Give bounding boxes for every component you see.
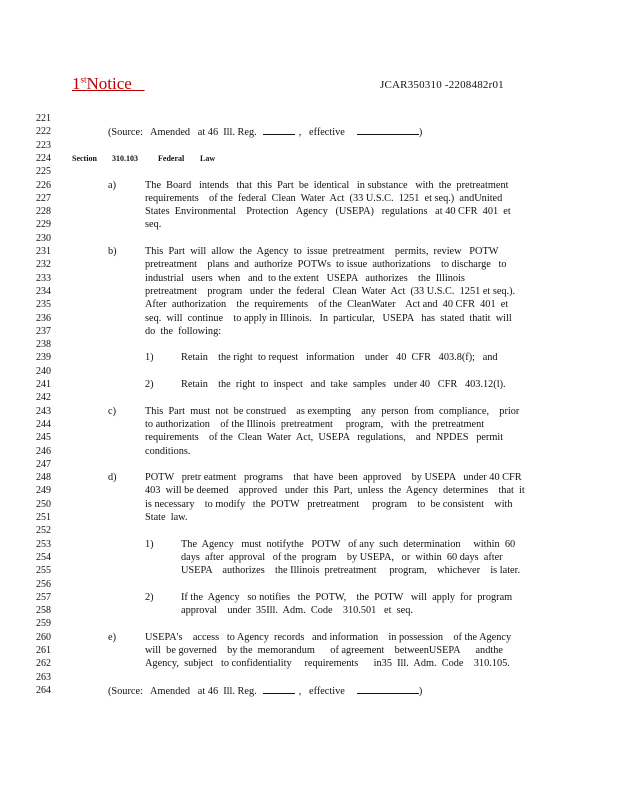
document-line — [0, 338, 618, 351]
line-number: 236 — [36, 312, 51, 324]
line-number: 234 — [36, 285, 51, 297]
line-number: 248 — [36, 472, 51, 484]
line-number: 264 — [36, 684, 51, 696]
item-label: 1) — [145, 352, 154, 364]
document-code: JCAR350310 -2208482r01 — [380, 79, 504, 91]
document-line — [0, 298, 618, 311]
document-line — [0, 139, 618, 152]
line-number: 256 — [36, 578, 51, 590]
line-text: 403 will be deemed approved under this Part, unless the Agency determines that it — [145, 485, 525, 497]
document-line — [0, 671, 618, 684]
document-line — [0, 684, 618, 697]
line-text: pretreatment program under the federal Clean Water Act (33 U.S.C. 1251 et seq.). — [145, 285, 516, 297]
document-line — [0, 205, 618, 218]
line-number: 260 — [36, 631, 51, 643]
document-line — [0, 471, 618, 484]
line-text: to authorization of the Illinois pretreatment program, with the pretreatment — [145, 418, 485, 430]
line-number: 261 — [36, 645, 51, 656]
line-number: 226 — [36, 179, 51, 191]
line-text: seq. will continue to apply in Illinois. In particular, USEPA has stated thatit will — [145, 312, 512, 324]
line-text: The Agency must notifythe POTW of any such determination within 60 — [181, 538, 516, 550]
line-text: After authorization the requirements of the CleanWater Act and 40 CFR 401 et — [145, 299, 509, 311]
section-heading-part: Federal — [158, 153, 185, 163]
notice-ordinal: st — [80, 74, 87, 85]
document-line — [0, 578, 618, 591]
document-line — [0, 458, 618, 471]
line-text: Retain the right to request information under 40 CFR 403.8(f); and — [181, 352, 498, 364]
document-line — [0, 631, 618, 644]
line-number: 262 — [36, 658, 51, 670]
line-number: 241 — [36, 379, 51, 390]
line-number: 233 — [36, 272, 51, 284]
line-number: 235 — [36, 299, 51, 311]
item-label: 1) — [145, 538, 154, 550]
line-number: 232 — [36, 259, 51, 271]
line-number: 252 — [36, 525, 51, 537]
document-line — [0, 152, 618, 165]
document-line — [0, 245, 618, 258]
document-line — [0, 192, 618, 205]
document-line — [0, 165, 618, 178]
line-text: USEPA authorizes the Illinois pretreatment program, whichever is later. — [181, 565, 521, 577]
line-text: This Part will allow the Agency to issue pretreatment permits, review POTW — [145, 246, 499, 257]
document-line — [0, 538, 618, 551]
document-line — [0, 125, 618, 138]
item-label: b) — [108, 246, 117, 257]
line-number: 229 — [36, 219, 51, 231]
line-text: requirements of the federal Clean Water Act (33 U.S.C. 1251 et seq.) andUnited — [145, 192, 503, 204]
line-text: Retain the right to inspect and take samples under 40 CFR 403.12(l). — [181, 379, 506, 390]
document-line — [0, 272, 618, 285]
document-line — [0, 644, 618, 657]
line-text: requirements of the Clean Water Act, USEPA regulations, and NPDES permit — [145, 432, 504, 444]
line-number: 244 — [36, 418, 51, 430]
section-heading-part: Section — [72, 153, 97, 163]
line-number: 222 — [36, 126, 51, 138]
line-number: 224 — [36, 152, 51, 164]
line-number: 243 — [36, 405, 51, 417]
line-text: will be governed by the memorandum of agreement betweenUSEPA andthe — [145, 645, 503, 656]
document-line — [0, 445, 618, 458]
line-text: industrial users when and to the extent USEPA authorizes the Illinois — [145, 272, 465, 284]
notice-word: Notice — [86, 74, 132, 93]
line-number: 238 — [36, 339, 51, 351]
line-number: 246 — [36, 445, 51, 457]
document-line — [0, 232, 618, 245]
line-number: 249 — [36, 485, 51, 497]
line-text: approval under 35Ill. Adm. Code 310.501 et seq. — [181, 605, 413, 617]
line-text: This Part must not be construed as exempting any person from compliance, prior — [145, 405, 520, 417]
document-line — [0, 617, 618, 630]
line-number: 251 — [36, 512, 51, 523]
line-text: POTW pretr eatment programs that have been approved by USEPA under 40 CFR — [145, 472, 522, 484]
line-text: (Source: Amended at 46 Ill. Reg. , effective ) — [108, 685, 423, 697]
document-line — [0, 112, 618, 125]
line-text: The Board intends that this Part be identical in substance with the pretreatment — [145, 179, 509, 191]
line-number: 250 — [36, 498, 51, 510]
line-number: 245 — [36, 432, 51, 444]
line-number: 240 — [36, 365, 51, 377]
document-line — [0, 564, 618, 577]
line-text: States Environmental Protection Agency (USEPA) regulations at 40 CFR 401 et — [145, 206, 511, 218]
item-label: a) — [108, 179, 116, 191]
line-number: 258 — [36, 605, 51, 617]
reg-blank — [263, 684, 295, 694]
document-line — [0, 405, 618, 418]
document-line — [0, 551, 618, 564]
line-number: 231 — [36, 246, 51, 257]
line-number: 253 — [36, 538, 51, 550]
line-text: State law. — [145, 512, 188, 523]
line-number: 254 — [36, 551, 51, 563]
line-number: 221 — [36, 113, 51, 124]
document-line — [0, 365, 618, 378]
document-line — [0, 511, 618, 524]
document-line — [0, 325, 618, 338]
document-line — [0, 591, 618, 604]
document-line — [0, 179, 618, 192]
line-text: days after approval of the program by USEPA, or within 60 days after — [181, 551, 503, 563]
line-number: 239 — [36, 352, 51, 364]
effective-blank — [357, 125, 419, 135]
document-line — [0, 484, 618, 497]
item-label: 2) — [145, 591, 154, 603]
document-line — [0, 285, 618, 298]
line-text: do the following: — [145, 325, 222, 337]
line-number: 259 — [36, 618, 51, 630]
document-line — [0, 418, 618, 431]
line-text: (Source: Amended at 46 Ill. Reg. , effective ) — [108, 127, 423, 139]
item-label: e) — [108, 631, 116, 643]
line-number: 223 — [36, 139, 51, 151]
line-number: 230 — [36, 232, 51, 244]
document-line — [0, 218, 618, 231]
line-number: 255 — [36, 565, 51, 577]
line-text: If the Agency so notifies the POTW, the POTW will apply for program — [181, 591, 513, 603]
line-number: 225 — [36, 166, 51, 178]
effective-blank — [357, 684, 419, 694]
line-number: 257 — [36, 591, 51, 603]
item-label: d) — [108, 472, 117, 484]
document-line — [0, 312, 618, 325]
document-line — [0, 378, 618, 391]
document-line — [0, 604, 618, 617]
line-text: pretreatment plans and authorize POTWs to issue authorizations to discharge to — [145, 259, 507, 271]
section-heading-part: Law — [200, 153, 216, 163]
line-number: 228 — [36, 206, 51, 218]
document-line — [0, 431, 618, 444]
line-number: 263 — [36, 671, 51, 683]
line-text: USEPA's access to Agency records and information in possession of the Agency — [145, 631, 512, 643]
line-text: conditions. — [145, 445, 191, 457]
item-label: 2) — [145, 379, 154, 390]
line-text: is necessary to modify the POTW pretreatment program to be consistent with — [145, 498, 513, 510]
item-label: c) — [108, 405, 116, 417]
line-number: 247 — [36, 458, 51, 470]
line-number: 237 — [36, 325, 51, 337]
document-line — [0, 391, 618, 404]
line-text: Agency, subject to confidentiality requirements in35 Ill. Adm. Code 310.105. — [145, 658, 510, 670]
section-heading-part: 310.103 — [112, 153, 138, 163]
document-line — [0, 498, 618, 511]
notice-number: 1 — [72, 74, 81, 93]
document-line — [0, 657, 618, 670]
line-number: 227 — [36, 192, 51, 204]
reg-blank — [263, 125, 295, 135]
line-text: seq. — [145, 219, 162, 231]
document-line — [0, 258, 618, 271]
notice-heading — [72, 74, 145, 94]
line-number: 242 — [36, 392, 51, 404]
document-line — [0, 351, 618, 364]
document-line — [0, 524, 618, 537]
